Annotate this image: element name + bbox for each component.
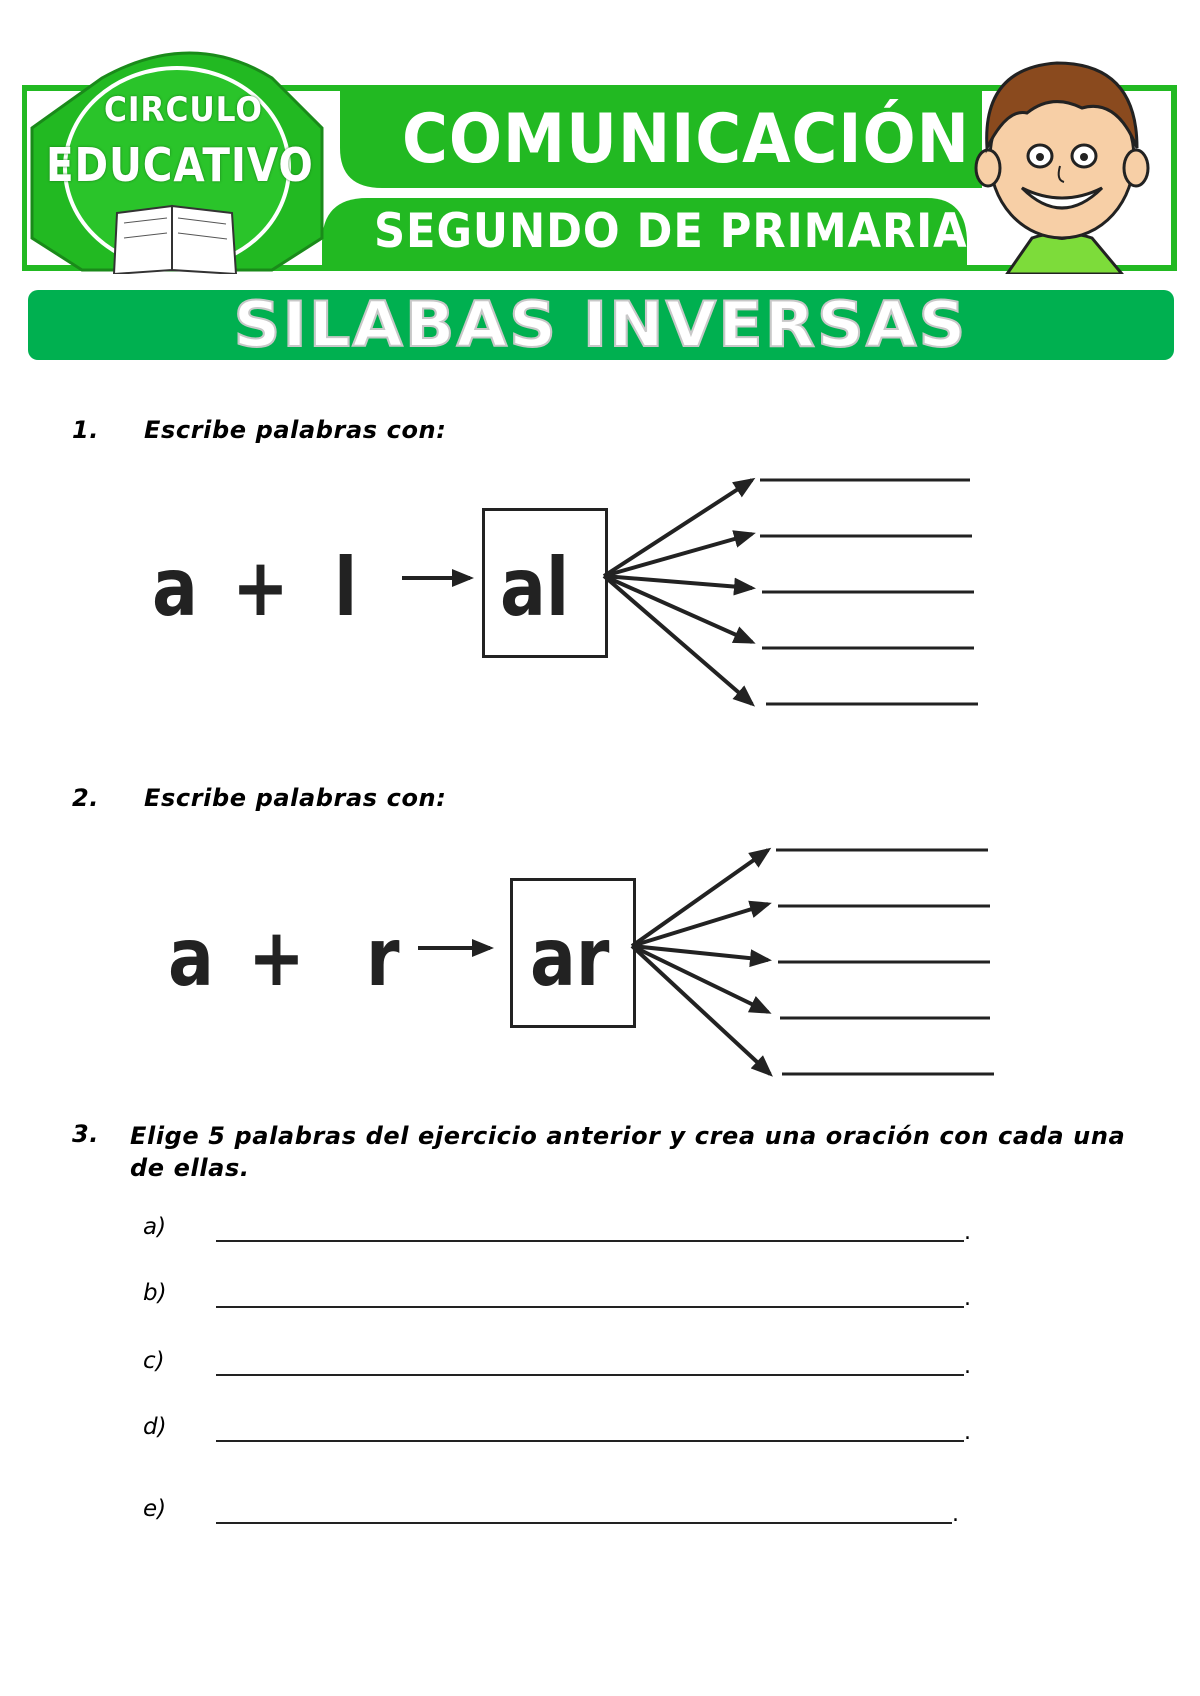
exercise-1-number: 1. — [72, 416, 100, 444]
sentence-line-e[interactable] — [216, 1522, 952, 1524]
exercise-1-letter-l: l — [334, 541, 358, 634]
sentence-line-c[interactable] — [216, 1374, 964, 1376]
exercise-1-instruction: Escribe palabras con: — [144, 416, 447, 444]
sentence-label-b: b) — [143, 1280, 167, 1306]
grade-subtitle: SEGUNDO DE PRIMARIA — [374, 204, 968, 259]
sentence-label-c: c) — [143, 1348, 165, 1374]
sentence-line-a[interactable] — [216, 1240, 964, 1242]
sentence-end-c: . — [964, 1354, 971, 1379]
exercise-2-instruction: Escribe palabras con: — [144, 784, 447, 812]
exercise-1-plus: + — [232, 541, 289, 634]
worksheet-title: SILABAS INVERSAS — [234, 288, 968, 361]
exercise-2-number: 2. — [72, 784, 100, 812]
exercise-2-answer-blanks — [776, 850, 994, 1074]
sentence-end-a: . — [964, 1220, 971, 1245]
sentence-end-b: . — [964, 1286, 971, 1311]
exercise-2-syllable: ar — [530, 911, 610, 1004]
exercise-1-letter-a: a — [152, 541, 198, 634]
exercise-2-letter-r: r — [366, 911, 400, 1004]
sentence-label-e: e) — [143, 1496, 167, 1522]
exercise-1-syllable: al — [500, 541, 570, 634]
logo-text-circulo: CIRCULO — [104, 90, 263, 130]
sentence-end-e: . — [952, 1502, 959, 1527]
exercise-2-letter-a: a — [168, 911, 214, 1004]
sentence-label-d: d) — [143, 1414, 167, 1440]
exercise-2-fan-arrows — [632, 850, 770, 1074]
sentence-label-a: a) — [143, 1214, 167, 1240]
logo-text-educativo: EDUCATIVO — [46, 138, 314, 192]
sentence-line-d[interactable] — [216, 1440, 964, 1442]
exercise-3-number: 3. — [72, 1120, 100, 1148]
exercise-1-fan-arrows — [604, 480, 752, 704]
exercise-2-plus: + — [248, 911, 305, 1004]
sentence-end-d: . — [964, 1420, 971, 1445]
exercise-3-instruction: Elige 5 palabras del ejercicio anterior y crea una oración con cada una de ellas. — [130, 1122, 1126, 1182]
sentence-line-b[interactable] — [216, 1306, 964, 1308]
subject-title: COMUNICACIÓN — [402, 100, 970, 179]
exercise-1-answer-blanks — [760, 480, 978, 704]
